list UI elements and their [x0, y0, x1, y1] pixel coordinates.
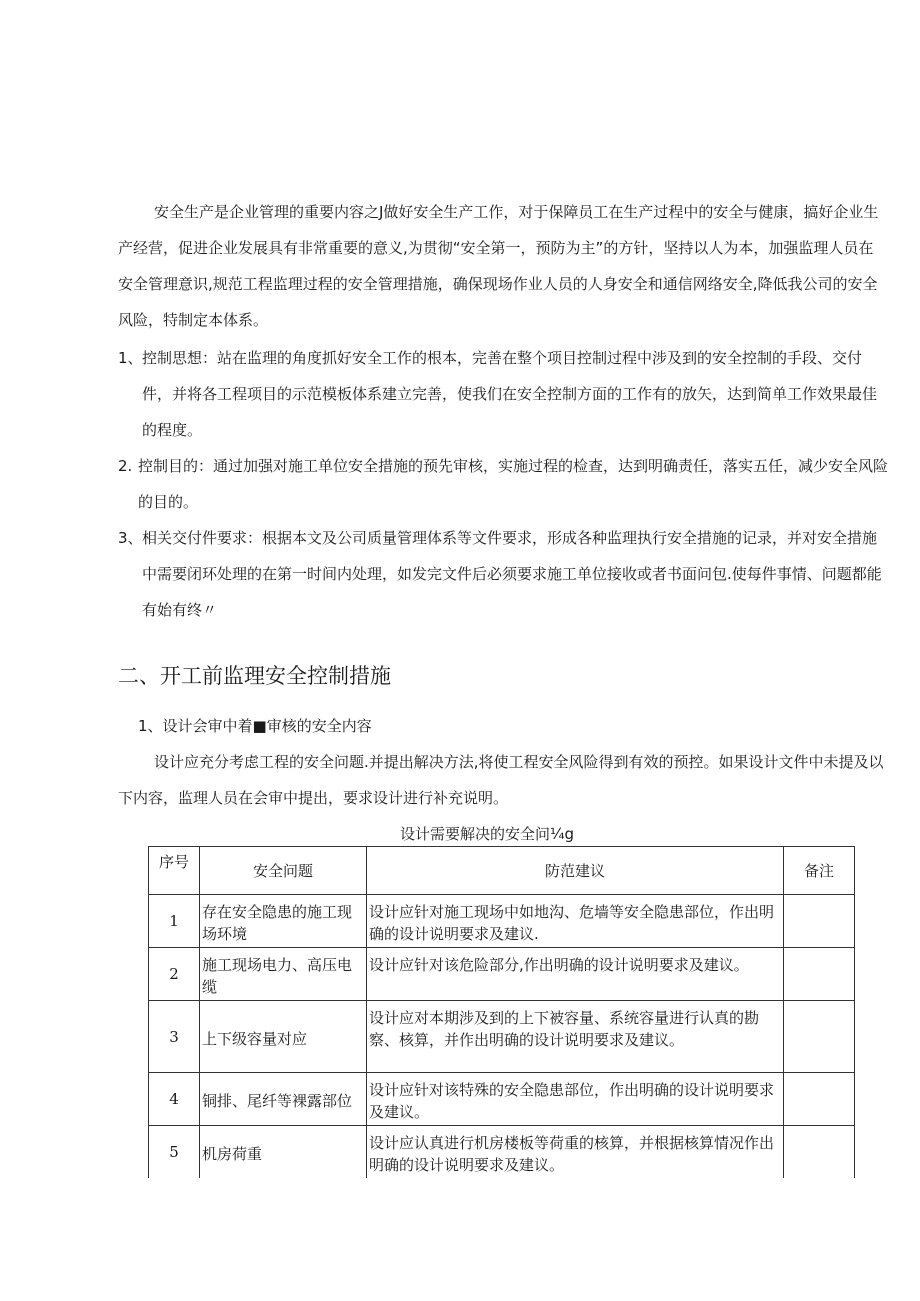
table-row: [149, 1073, 855, 1126]
row-advice: 设计应认真进行机房楼板等荷重的核算，并根据核算情况作出明确的设计说明要求及建议。: [367, 1126, 784, 1179]
row-issue: 存在安全隐患的施工现场环境: [200, 895, 367, 948]
row-note: [784, 895, 855, 948]
list-item-number: 2.: [118, 457, 133, 475]
table-row: [149, 1001, 855, 1073]
row-advice: 设计应针对施工现场中如地沟、危墙等安全隐患部位，作出明确的设计说明要求及建议.: [367, 895, 784, 948]
list-item-text: 相关交付件要求：根据本文及公司质量管理体系等文件要求，形成各种监理执行安全措施的记录，并对安全措施中需要闭环处理的在第一时间内处理，如发完文件后必须要求施工单位接收或者书面问包.使每件事情、问题都能有始有终〃: [142, 529, 882, 619]
list-item-text: 控制思想：站在监理的角度抓好安全工作的根本，完善在整个项目控制过程中涉及到的安全控制的手段、交付件，并将各工程项目的示范模板体系建立完善，使我们在安全控制方面的工作有的放矢，达到简单工作效果最佳的程度。: [142, 349, 878, 439]
row-advice: 设计应针对该特殊的安全隐患部位，作出明确的设计说明要求及建议。: [367, 1073, 784, 1126]
row-no: 4: [149, 1073, 200, 1126]
table-caption: 设计需要解决的安全问¼g: [399, 825, 575, 843]
design-review-paragraph: 设计应充分考虑工程的安全问题.并提出解决方法,将使工程安全风险得到有效的预控。如果设计文件中未提及以下内容，监理人员在会审中提出，要求设计进行补充说明。: [118, 753, 884, 807]
safety-issues-table: [148, 846, 855, 1178]
row-issue: 上下级容量对应: [200, 1001, 367, 1073]
subheading: 1、设计会审中着■审核的安全内容: [138, 717, 372, 735]
row-advice: 设计应对本期涉及到的上下被容量、系统容量进行认真的勘察、核算，并作出明确的设计说明要求及建议。: [367, 1001, 784, 1073]
row-no: 3: [149, 1001, 200, 1073]
table-row: [149, 948, 855, 1001]
row-note: [784, 1073, 855, 1126]
header-note: 备注: [784, 847, 855, 895]
intro-paragraph: 安全生产是企业管理的重要内容之J做好安全生产工作，对于保障员工在生产过程中的安全与健康，搞好企业生产经营，促进企业发展具有非常重要的意义,为贯彻“安全第一，预防为主”的方针，坚持以人为本，加强监理人员在安全管理意识,规范工程监理过程的安全管理措施，确保现场作业人员的人身安全和通信网络安全,降低我公司的安全风险，特制定本体系。: [118, 203, 879, 329]
row-issue: 施工现场电力、高压电缆: [200, 948, 367, 1001]
row-issue: 铜排、尾纤等裸露部位: [200, 1073, 367, 1126]
list-item-text: 控制目的：通过加强对施工单位安全措施的预先审核，实施过程的检查，达到明确责任，落实五任，减少安全风险的目的。: [138, 457, 889, 511]
table-header-row: [149, 847, 855, 895]
row-no: 5: [149, 1126, 200, 1179]
row-note: [784, 948, 855, 1001]
header-advice: 防范建议: [367, 847, 784, 895]
row-issue: 机房荷重: [200, 1126, 367, 1179]
row-advice: 设计应针对该危险部分,作出明确的设计说明要求及建议。: [367, 948, 784, 1001]
table-row: [149, 895, 855, 948]
header-no: 序号: [149, 847, 200, 895]
list-item-number: 1、: [118, 349, 143, 367]
section-heading: 二、开工前监理安全控制措施: [118, 664, 391, 688]
row-note: [784, 1126, 855, 1179]
row-no: 2: [149, 948, 200, 1001]
list-item-number: 3、: [118, 529, 143, 547]
row-no: 1: [149, 895, 200, 948]
row-note: [784, 1001, 855, 1073]
header-issue: 安全问题: [200, 847, 367, 895]
table-row: [149, 1126, 855, 1179]
